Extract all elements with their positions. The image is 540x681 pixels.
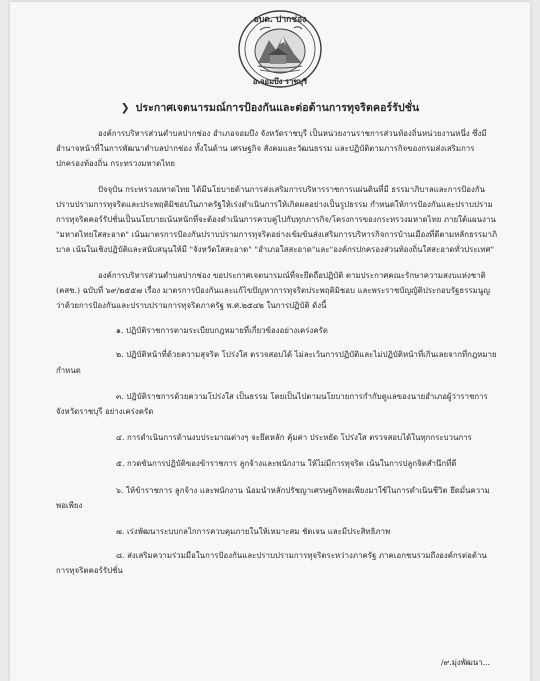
document-page bbox=[10, 2, 530, 681]
list-item: ๗. เร่งพัฒนาระบบกลไกการควบคุมภายในให้เหมาะสม ชัดเจน และมีประสิทธิภาพ bbox=[116, 527, 391, 537]
list-item: ๓. ปฏิบัติราชการด้วยความโปร่งใส เป็นธรรม โดยเป็นไปตามนโยบายการกำกับดูแลของนายอำเภอผู้ว่าราชการจังหวัดราชบุรี อย่างเคร่งครัด bbox=[56, 391, 488, 417]
document-title: ประกาศเจตนารมณ์การป้องกันและต่อต้านการทุจริตคอร์รัปชั่น bbox=[135, 102, 420, 114]
paragraph-intro: องค์การบริหารส่วนตำบลปากช่อง อำเภอจอมบึง จังหวัดราชบุรี เป็นหน่วยงานราชการส่วนท้องถิ่นหน่วยงานหนึ่ง ซึ่งมีอำนาจหน้าที่ในการพัฒนาตำบลปากช่อง ทั้งในด้าน เศรษฐกิจ สังคมและวัฒนธรรม และปฏิบัติตามภารกิจของกรมส่งเสริมการปกครองท้องถิ่น กระทรวงมหาดไทย bbox=[56, 129, 487, 169]
continuation-note: /๙.มุ่งพัฒนา... bbox=[440, 658, 490, 667]
paragraph-declaration: องค์การบริหารส่วนตำบลปากช่อง ขอประกาศเจตนารมณ์ที่จะยึดถือปฏิบัติ ตามประกาศคณะรักษาความสงบแห่งชาติ (คสช.) ฉบับที่ ๖๙/๒๕๕๗ เรื่อง มาตรการป้องกันและแก้ไขปัญหาการทุจริตประพฤติมิชอบ และพระราชบัญญัติประกอบรัฐธรรมนูญว่าด้วยการป้องกันและปราบปรามการทุจริตภาครัฐ พ.ศ.๒๕๔๒ ในการปฏิบัติ ดังนี้ bbox=[56, 270, 490, 311]
document-title-row bbox=[10, 99, 530, 116]
seal-top-text: อบต. ปากช่อง bbox=[253, 15, 307, 25]
list-item: ๔. การดำเนินการด้านงบประมาณต่างๆ จะยึดหลัก คุ้มค่า ประหยัด โปร่งใส ตรวจสอบได้ในทุกกระบวนการ bbox=[116, 433, 472, 443]
bullet-icon: ❯ bbox=[120, 102, 130, 114]
seal-emblem-icon bbox=[236, 8, 324, 90]
document-body bbox=[56, 126, 498, 590]
seal-bottom-text: อ.จอมบึง ราชบุรี bbox=[252, 77, 308, 86]
list-item: ๘. ส่งเสริมความร่วมมือในการป้องกันและปราบปรามการทุจริตระหว่างภาครัฐ ภาคเอกชนรวมถึงองค์กรต่อต้านการทุจริตคอร์รัปชั่น bbox=[56, 551, 487, 576]
list-item: ๑. ปฏิบัติราชการตามระเบียบกฎหมายที่เกี่ยวข้องอย่างเคร่งครัด bbox=[116, 326, 328, 336]
list-item: ๕. กวดขันการปฏิบัติของข้าราชการ ลูกจ้างและพนักงาน ให้ไม่มีการทุจริต เน้นในการปลูกจิตสำนึกที่ดี bbox=[116, 459, 457, 469]
organization-seal bbox=[236, 8, 324, 90]
list-item: ๒. ปฏิบัติหน้าที่ด้วยความสุจริต โปร่งใส ตรวจสอบได้ ไม่ละเว้นการปฏิบัติและไม่ปฏิบัติหน้าที่เกินเลยจากที่กฎหมายกำหนด bbox=[56, 350, 497, 375]
paragraph-policy: ปัจจุบัน กระทรวงมหาดไทย ได้มีนโยบายด้านการส่งเสริมการบริหารราชการแผ่นดินที่มี ธรรมาภิบาลและการป้องกันปราบปรามการทุจริตและประพฤติมิชอบในภาครัฐให้เร่งดำเนินการให้เกิดผลอย่างเป็นรูปธรรม กำหนดให้การป้องกันและปราบปรามการทุจริตคอร์รัปชั่นเป็นนโยบายเน้นหนักที่จะต้องดำเนินการควบคู่ไปกับทุกภารกิจ/โครงการของกระทรวงมหาดไทย ภายใต้แผนงาน "มหาดไทยใสสะอาด" เน้นมาตรการป้องกันปราบปรามการทุจริตอย่างเข้มข้นส่งเสริมการบริหารกิจการบ้านเมืองที่ดีตามหลักธรรมาภิบาล เน้นในเชิงปฏิบัติและสนับสนุนให้มี "จังหวัดใสสะอาด" "อำเภอใสสะอาด"และ"องค์กรปกครองส่วนท้องถิ่นใสสะอาดทั่วประเทศ" bbox=[56, 184, 498, 255]
list-item: ๖. ให้ข้าราชการ ลูกจ้าง และพนักงาน น้อมนำหลักปรัชญาเศรษฐกิจพอเพียงมาใช้ในการดำเนินชีวิต ยึดมั่นความพอเพียง bbox=[56, 485, 490, 510]
